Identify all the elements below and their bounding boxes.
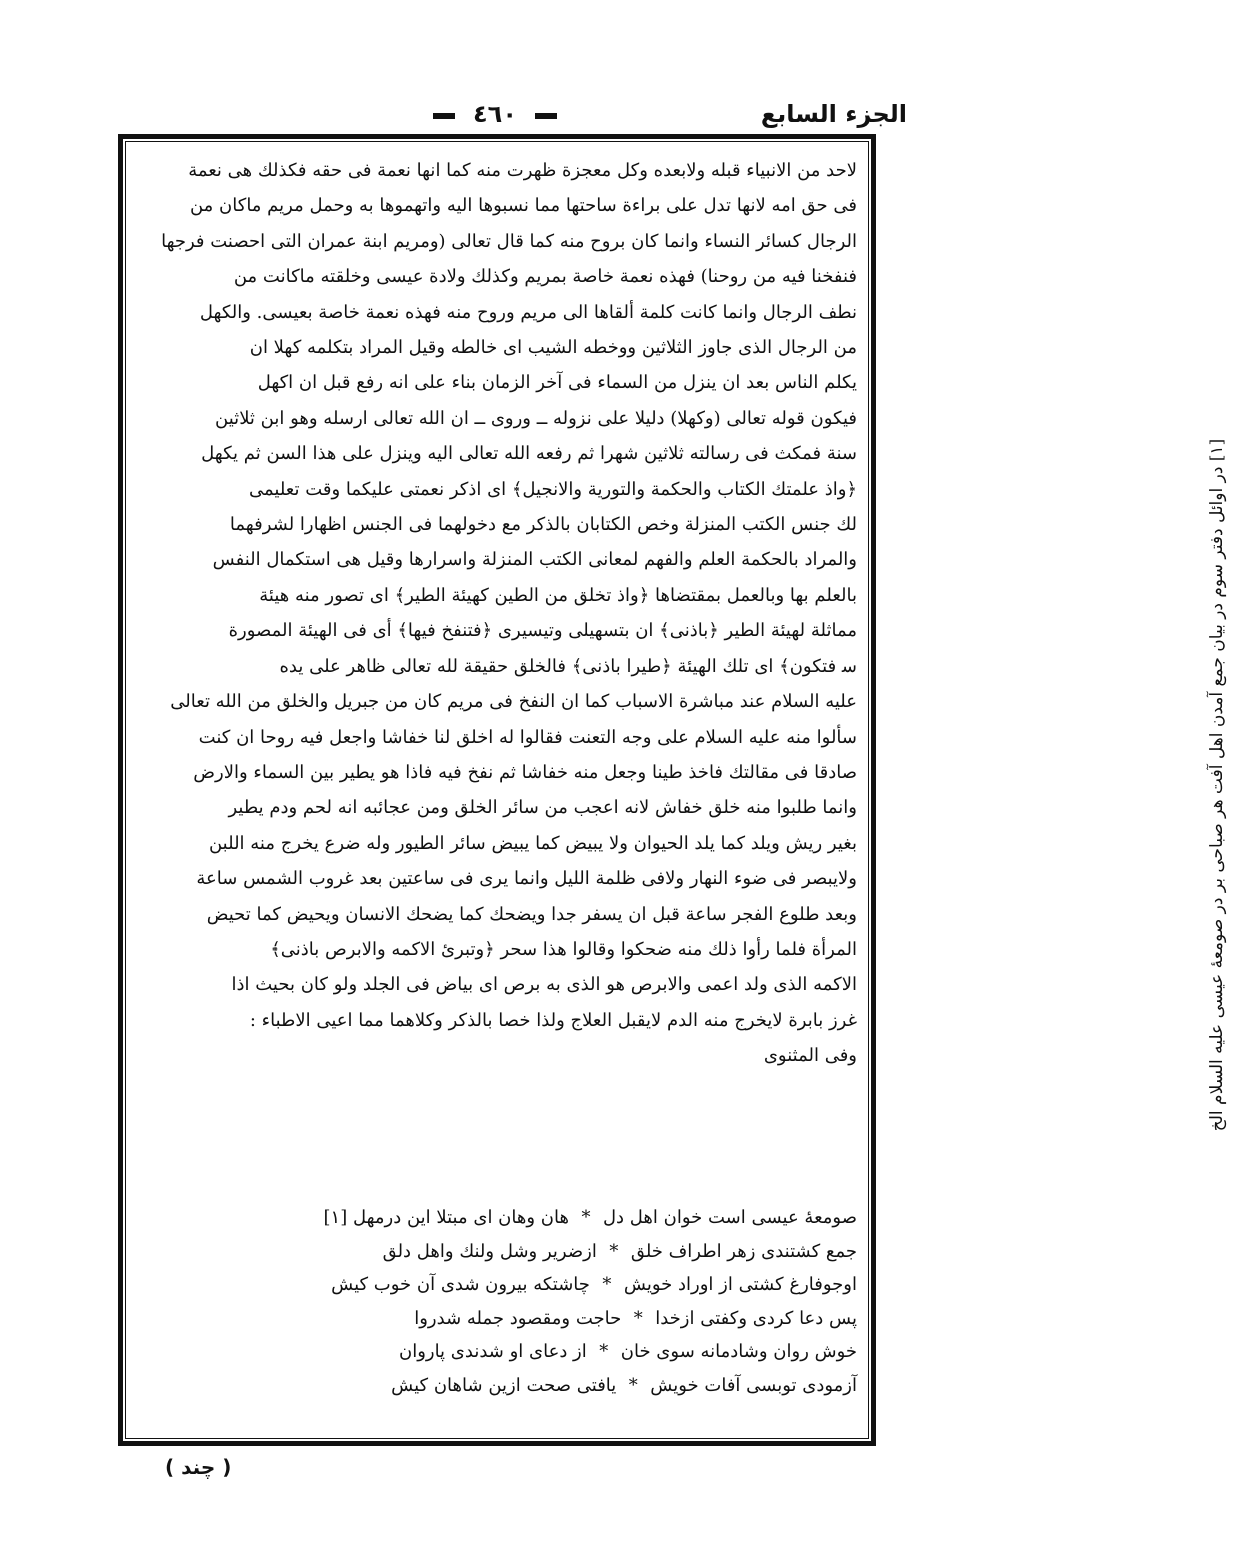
verse-second-hemistich: از دعاى او شدندى پاروان [398, 1341, 587, 1362]
body-line: والمراد بالحكمة العلم والفهم لمعانى الكتب المنزلة واسرارها وقيل هى استكمال النفس [212, 549, 857, 571]
running-header-title: الجزء السابع [760, 100, 907, 128]
body-line: ولايبصر فى ضوء النهار ولافى ظلمة الليل وانما يرى فى ساعتين بعد غروب الشمس ساعة [196, 868, 857, 890]
verse-second-hemistich: چاشتكه بيرون شدى آن خوب كيش [331, 1274, 590, 1295]
body-line: فى حق امه لانها تدل على براءة ساحتها مما نسبوها اليه واتهموها به وحمل مريم ماكان من [189, 195, 857, 217]
body-line: وانما طلبوا منه خلق خفاش لانه اعجب من سائر الخلق ومن عجائبه انه لحم ودم يطير [228, 797, 857, 819]
verse-second-hemistich: ازضرير وشل ولنك واهل دلق [382, 1240, 597, 1262]
margin-footnote: [١] در اوائل دفتر سوم در بيان جمع آمدن اهل آفت هر صباحى بر در صومعهٔ عيسى عليه السلام الخ [1207, 438, 1227, 1132]
body-line: عليه السلام عند مباشرة الاسباب كما ان النفخ فى مريم كان من جبريل والخلق من الله تعالى [170, 691, 857, 713]
body-line: ﴿واذ علمتك الكتاب والحكمة والتورية والانجيل﴾ اى اذكر نعمتى عليكما وقت تعليمى [248, 478, 857, 500]
verse [153, 1268, 857, 1302]
poetry-block [153, 1201, 857, 1402]
body-line: الاكمه الذى ولد اعمى والابرص هو الذى به برص اى بياض فى الجلد ولو كان بحيث اذا [231, 974, 857, 996]
body-line: مماثلة لهيئة الطير ﴿باذنى﴾ ان بتسهيلى وتيسيرى ﴿فتنفخ فيها﴾ أى فى الهيئة المصورة [228, 620, 857, 642]
verse [153, 1369, 857, 1403]
body-line: نطف الرجال وانما كانت كلمة ألقاها الى مريم وروح منه فهذه نعمة خاصة بعيسى. والكهل [199, 301, 857, 323]
verse-first-hemistich: خوش روان وشادمانه سوى خان [620, 1341, 857, 1362]
body-line: يكلم الناس بعد ان ينزل من السماء فى آخر الزمان بناء على انه رفع قبل ان اكهل [257, 372, 857, 394]
body-line: سنة فمكث فى رسالته ثلاثين شهرا ثم رفعه الله تعالى اليه وينزل على هذا السن ثم يكهل [201, 443, 857, 465]
body-line: لاحد من الانبياء قبله ولابعده وكل معجزة ظهرت منه كما انها نعمة فى حقه فكذلك هى نعمة [188, 160, 857, 181]
body-line: وفى المثنوى [763, 1045, 857, 1067]
body-line: المرأة فلما رأوا ذلك منه ضحكوا وقالوا هذا سحر ﴿وتبرئ الاكمه والابرص باذنى﴾ [270, 938, 857, 960]
body-line: بالعلم بها وبالعمل بمقتضاها ﴿واذ تخلق من الطين كهيئة الطير﴾ اى تصور منه هيئة [259, 584, 857, 606]
verse-separator: * [609, 1240, 619, 1262]
verse-first-hemistich: پس دعا كردى وكفتى ازخدا [655, 1307, 857, 1329]
verse-first-hemistich: صومعهٔ عيسى است خوان اهل دل [602, 1207, 857, 1228]
verse [153, 1201, 857, 1235]
body-line: الرجال كسائر النساء وانما كان بروح منه كما قال تعالى (ومريم ابنة عمران التى احصنت فرجها [161, 230, 857, 252]
verse-separator: * [628, 1374, 638, 1396]
body-line: سألوا منه عليه السلام على وجه التعنت فقالوا له اخلق لنا خفاشا واجعل فيه روحا ان كنت [198, 726, 857, 748]
body-text [137, 153, 857, 1074]
body-line: غرز بابرة لايخرج منه الدم لايقبل العلاج ولذا خصا بالذكر وكلاهما مما اعيى الاطباء : [249, 1009, 857, 1031]
verse-second-hemistich: يافتى صحت ازين شاهان كيش [391, 1374, 617, 1396]
verse-first-hemistich: آزمودى توبسى آفات خويش [650, 1374, 857, 1396]
verse-second-hemistich: هان وهان اى مبتلا اين درمهل [١] [323, 1207, 569, 1228]
body-line: صادقا فى مقالتك فاخذ طينا وجعل منه خفاشا ثم نفخ فيه فاذا هو يطير بين السماء والارض [193, 761, 857, 783]
page-number: ٤٦٠ [435, 100, 555, 128]
verse-first-hemistich: جمع كشتندى زهر اطراف خلق [630, 1240, 857, 1262]
verse-separator: * [599, 1341, 609, 1362]
text-frame [118, 134, 876, 1446]
verse-separator: * [633, 1307, 643, 1329]
verse [153, 1335, 857, 1369]
verse-first-hemistich: اوجوفارغ كشتى از اوراد خويش [623, 1274, 857, 1295]
verse [153, 1302, 857, 1336]
verse [153, 1235, 857, 1269]
body-line: فيكون قوله تعالى (وكهلا) دليلا على نزوله ــ وروى ــ ان الله تعالى ارسله وهو ابن ثلاثين [215, 407, 857, 429]
body-line: لك جنس الكتب المنزلة وخص الكتابان بالذكر مع دخولهما فى الجنس اظهارا لشرفهما [229, 514, 857, 536]
body-line: بغير ريش ويلد كما يلد الحيوان ولا يبيض كما يبيض سائر الطيور وله ضرع يخرج منه اللبن [208, 832, 857, 854]
verse-second-hemistich: حاجت ومقصود جمله شدروا [414, 1307, 622, 1329]
body-line: فنفخنا فيه من روحنا) فهذه نعمة خاصة بمريم وكذلك ولادة عيسى وخلقته ماكانت من [233, 266, 857, 288]
verse-separator: * [581, 1207, 591, 1228]
body-line: وبعد طلوع الفجر ساعة قبل ان يسفر جدا ويضحك كما يضحك الانسان ويحيض كما تحيض [206, 903, 857, 925]
catchword: ( چند ) [165, 1455, 232, 1479]
verse-separator: * [602, 1274, 612, 1295]
body-line: ﺳ فتكون﴾ اى تلك الهيئة ﴿طيرا باذنى﴾ فالخلق حقيقة لله تعالى ظاهر على يده [279, 655, 857, 677]
body-line: من الرجال الذى جاوز الثلاثين ووخطه الشيب اى خالطه وقيل المراد بتكلمه كهلا ان [249, 337, 857, 359]
